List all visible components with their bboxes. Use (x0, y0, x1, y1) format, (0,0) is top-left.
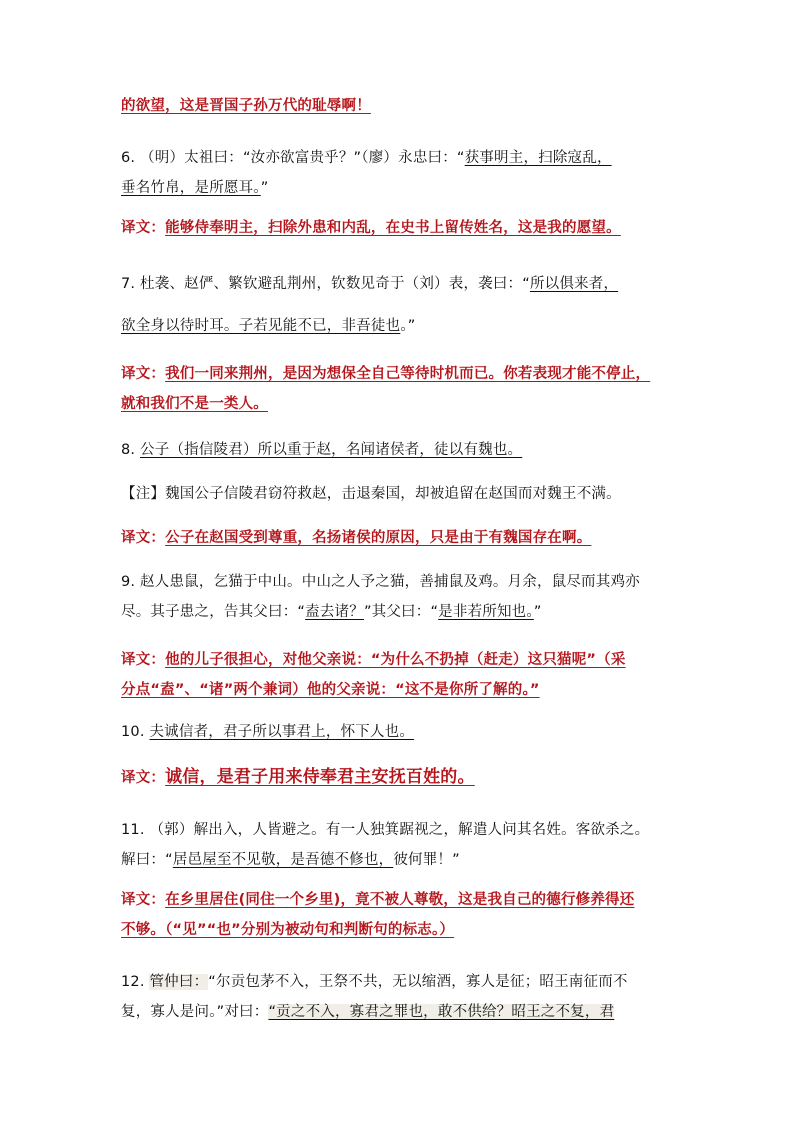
item-9-translation-line-2: 分点“盍”、“诸”两个兼词）他的父亲说：“这不是你所了解的。” (121, 682, 540, 698)
item-6-translation (121, 218, 621, 238)
item-10-translation (121, 767, 475, 788)
item-12-line-2 (121, 1002, 614, 1022)
item-8-line (121, 440, 522, 460)
translation-label: 译文： (121, 530, 166, 546)
item-10-underlined: 夫诚信者，君子所以事君上，怀下人也。 (149, 724, 415, 740)
item-7-line-2 (121, 316, 415, 336)
item-6-line-2 (121, 178, 268, 198)
item-10-line (121, 722, 414, 742)
item-11-translation-line-2: 不够。（“见”“也”分别为被动句和判断句的标志。） (121, 922, 455, 938)
item-11-translation-line-1 (121, 890, 634, 910)
translation-text: 公子在赵国受到尊重，名扬诸侯的原因，只是由于有魏国存在啊。 (165, 530, 592, 546)
translation-label: 译文： (121, 770, 166, 786)
item-11-line-2 (121, 850, 460, 870)
item-8-number: 8. (121, 442, 141, 458)
item-8-note: 【注】魏国公子信陵君窃符救赵，击退秦国，却被追留在赵国而对魏王不满。 (121, 486, 621, 502)
item-12-text: “尔贡包茅不入，王祭不共，无以缩酒，寡人是征；昭王南征而不 (208, 974, 628, 990)
item-11-text: 解曰：“ (121, 852, 173, 868)
item-9-line-1: 9. 赵人患鼠，乞猫于中山。中山之人予之猫，善捕鼠及鸡。月余，鼠尽而其鸡亦 (121, 574, 640, 590)
item-7-underlined: 所以俱来者， (529, 276, 619, 292)
translation-continuation: 的欲望，这是晋国子孙万代的耻辱啊！ (121, 98, 371, 114)
item-6-underlined-cont: 垂名竹帛，是所愿耳。 (121, 180, 261, 196)
item-7-translation-line-2: 就和我们不是一类人。 (121, 396, 268, 412)
item-9-text: 尽。其子患之，告其父曰：“ (121, 604, 306, 620)
translation-label: 译文： (121, 892, 166, 908)
translation-label: 译文： (121, 652, 166, 668)
item-8-underlined: 公子（指信陵君）所以重于赵，名闻诸侯者，徒以有魏也。 (140, 442, 523, 458)
item-11-line-1: 11. （郭）解出入，人皆避之。有一人独箕踞视之，解遣人问其名姓。客欲杀之。 (121, 822, 650, 838)
translation-text: 诚信，是君子用来侍奉君主安抚百姓的。 (165, 767, 475, 787)
item-6-text: 6. （明）太祖曰：“汝亦欲富贵乎？”（廖）永忠曰：“ (121, 150, 465, 166)
item-6-underlined: 获事明主，扫除寇乱， (464, 150, 612, 166)
translation-text: 他的儿子很担心，对他父亲说：“为什么不扔掉（赶走）这只猫呢”（采 (165, 652, 626, 668)
item-12-line-1 (121, 972, 628, 992)
item-12-speaker: 管仲曰： (149, 974, 209, 990)
item-9-quote-end: ” (533, 604, 542, 620)
item-7-quote-end: 。” (400, 318, 416, 334)
item-12-number: 12. (121, 974, 150, 990)
item-7-translation-line-1 (121, 364, 650, 384)
item-11-text-end: 彼何罪！” (393, 852, 460, 868)
item-8-translation (121, 528, 591, 548)
item-10-number: 10. (121, 724, 150, 740)
item-9-line-2 (121, 602, 542, 622)
item-12-underlined: “贡之不入，寡君之罪也，敢不供给？昭王之不复，君 (268, 1004, 615, 1020)
item-6-quote-end: ” (260, 180, 269, 196)
translation-text: 能够侍奉明主，扫除外患和内乱，在史书上留传姓名，这是我的愿望。 (165, 220, 621, 236)
item-9-underlined-2: 是非若所知也。 (438, 604, 534, 620)
item-9-translation-line-1 (121, 650, 626, 670)
translation-label: 译文： (121, 366, 166, 382)
item-11-underlined: 居邑屋至不见敬，是吾德不修也， (172, 852, 394, 868)
item-7-underlined-cont: 欲全身以待时耳。子若见能不已，非吾徒也 (121, 318, 401, 334)
item-7-line-1 (121, 274, 618, 294)
item-9-text-2: ”其父曰：“ (363, 604, 439, 620)
translation-label: 译文： (121, 220, 166, 236)
translation-text: 在乡里居住(同住一个乡里)，竟不被人尊敬，这是我自己的德行修养得还 (165, 892, 635, 908)
translation-text: 我们一同来荆州，是因为想保全自己等待时机而已。你若表现才能不停止， (165, 366, 651, 382)
item-12-text-2: 复，寡人是问。”对曰： (121, 1004, 269, 1020)
item-7-text: 7. 杜袭、赵俨、繁钦避乱荆州，钦数见奇于（刘）表，袭曰：“ (121, 276, 530, 292)
item-9-underlined-1: 盍去诸？ (305, 604, 364, 620)
item-6-line-1 (121, 148, 612, 168)
